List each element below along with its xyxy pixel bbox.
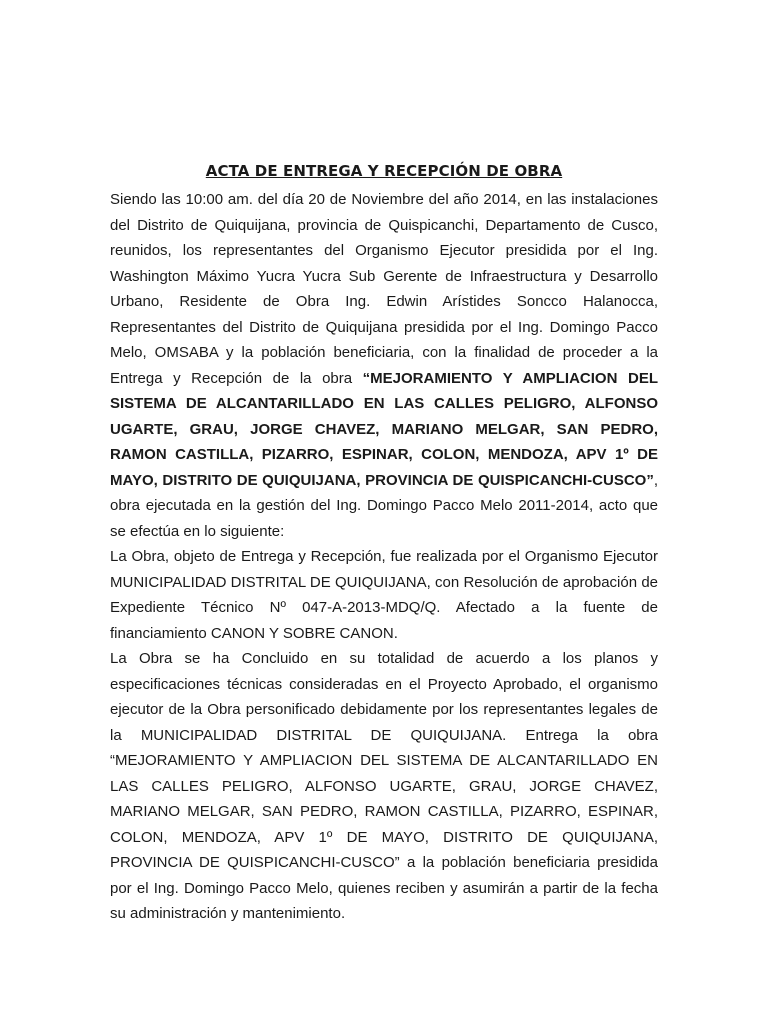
paragraph-intro-closing: , obra ejecutada en la gestión del Ing. Domingo Pacco Melo 2011-2014, acto que se efectúa en lo siguiente:: [110, 471, 658, 540]
paragraph-intro: [110, 187, 658, 544]
document-page: [110, 160, 658, 927]
paragraph-execution: La Obra, objeto de Entrega y Recepción, fue realizada por el Organismo Ejecutor MUNICIPALIDAD DISTRITAL DE QUIQUIJANA, con Resolución de aprobación de Expediente Técnico Nº 047-A-2013-MDQ/Q. Afectado a la fuente de financiamiento CANON Y SOBRE CANON.: [110, 548, 658, 642]
project-name: “MEJORAMIENTO Y AMPLIACION DEL SISTEMA DE ALCANTARILLADO EN LAS CALLES PELIGRO, ALFONSO UGARTE, GRAU, JORGE CHAVEZ, MARIANO MELGAR, SAN PEDRO, RAMON CASTILLA, PIZARRO, ESPINAR, COLON, MENDOZA, APV 1º DE MAYO, DISTRITO DE QUIQUIJANA, PROVINCIA DE QUISPICANCHI-CUSCO”: [110, 369, 658, 489]
document-title: ACTA DE ENTREGA Y RECEPCIÓN DE OBRA: [205, 162, 563, 180]
paragraph-conclusion: La Obra se ha Concluido en su totalidad de acuerdo a los planos y especificaciones técnicas consideradas en el Proyecto Aprobado, el organismo ejecutor de la Obra personificado debidamente por los representantes legales de la MUNICIPALIDAD DISTRITAL DE QUIQUIJANA. Entrega la obra “MEJORAMIENTO Y AMPLIACION DEL SISTEMA DE ALCANTARILLADO EN LAS CALLES PELIGRO, ALFONSO UGARTE, GRAU, JORGE CHAVEZ, MARIANO MELGAR, SAN PEDRO, RAMON CASTILLA, PIZARRO, ESPINAR, COLON, MENDOZA, APV 1º DE MAYO, DISTRITO DE QUIQUIJANA, PROVINCIA DE QUISPICANCHI-CUSCO” a la población beneficiaria presidida por el Ing. Domingo Pacco Melo, quienes reciben y asumirán a partir de la fecha su administración y mantenimiento.: [110, 650, 658, 922]
paragraph-intro-text: Siendo las 10:00 am. del día 20 de Noviembre del año 2014, en las instalaciones del Distrito de Quiquijana, provincia de Quispicanchi, Departamento de Cusco, reunidos, los representantes del Organismo Ejecutor presidida por el Ing. Washington Máximo Yucra Yucra Sub Gerente de Infraestructura y Desarrollo Urbano, Residente de Obra Ing. Edwin Arístides Soncco Halanocca, Representantes del Distrito de Quiquijana presidida por el Ing. Domingo Pacco Melo, OMSABA y la población beneficiaria, con la finalidad de proceder a la Entrega y Recepción de la obra: [110, 191, 658, 387]
